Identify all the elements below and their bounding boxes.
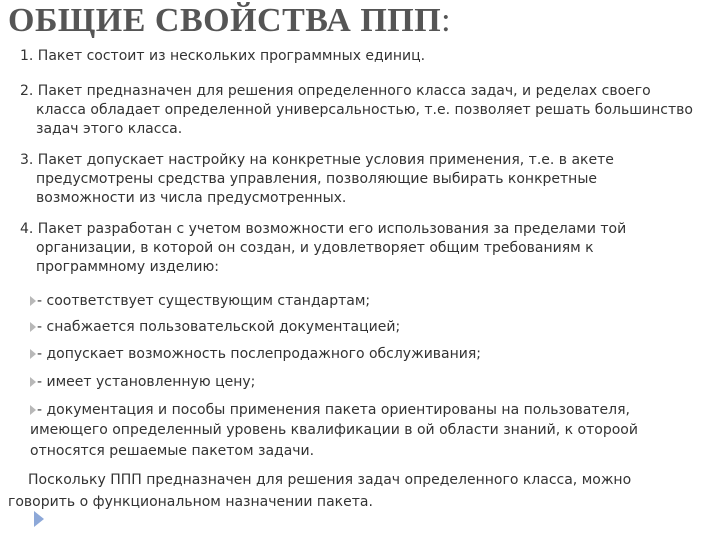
property-item-4-line: программному изделию: [36, 259, 219, 275]
property-item-3-line: 3. Пакет допускает настройку на конкретные условия применения, т.е. в акете [20, 152, 614, 168]
bullet-text: - документация и пособы применения пакета ориентированы на пользователя, [37, 402, 630, 418]
triangle-bullet-icon [30, 405, 36, 415]
triangle-bullet-icon [30, 349, 36, 359]
property-item-3-line: возможности из числа предусмотренных. [36, 190, 347, 206]
property-item-2-line: 2. Пакет предназначен для решения определенного класса задач, и ределах своего [20, 83, 651, 99]
bullet-text: - допускает возможность послепродажного обслуживания; [37, 346, 482, 362]
property-item-3-line: предусмотрены средства управления, позволяющие выбирать конкретные [36, 171, 598, 187]
bullet-text: - соответствует существующим стандартам; [37, 293, 371, 309]
slide-title-colon: : [441, 2, 452, 39]
bullet-text: - снабжается пользовательской документацией; [37, 319, 401, 335]
property-item-2-line: задач этого класса. [36, 121, 183, 137]
bullet-continuation: имеющего определенный уровень квалификации в ой области знаний, к отороой [30, 422, 638, 438]
triangle-bullet-icon [30, 322, 36, 332]
property-item-2-line: класса обладает определенной универсальностью, т.е. позволяет решать большинство [36, 102, 693, 118]
property-item-4-line: 4. Пакет разработан с учетом возможности его использования за пределами той [20, 221, 627, 237]
next-slide-arrow-icon[interactable] [34, 511, 44, 527]
triangle-bullet-icon [30, 377, 36, 387]
bullet-text: - имеет установленную цену; [37, 374, 256, 390]
bullet-continuation: относятся решаемые пакетом задачи. [30, 443, 315, 459]
bullet-item [30, 401, 630, 420]
property-item-3 [20, 151, 710, 208]
conclusion-line: говорить о функциональном назначении пакета. [8, 494, 373, 510]
slide-title [8, 2, 451, 40]
slide-title-text: ОБЩИЕ СВОЙСТВА ППП [8, 2, 442, 39]
bullet-item [30, 345, 481, 364]
property-item-1 [20, 47, 710, 66]
property-item-4-line: организации, в которой он создан, и удовлетворяет общим требованиям к [36, 240, 594, 256]
triangle-bullet-icon [30, 296, 36, 306]
property-item-1-line: 1. Пакет состоит из нескольких программных единиц. [20, 48, 426, 64]
property-item-4 [20, 220, 710, 277]
property-item-2 [20, 82, 710, 139]
bullet-item [30, 318, 400, 337]
conclusion-line: Поскольку ППП предназначен для решения задач определенного класса, можно [28, 472, 632, 488]
bullet-item [30, 292, 370, 311]
bullet-item [30, 373, 255, 392]
